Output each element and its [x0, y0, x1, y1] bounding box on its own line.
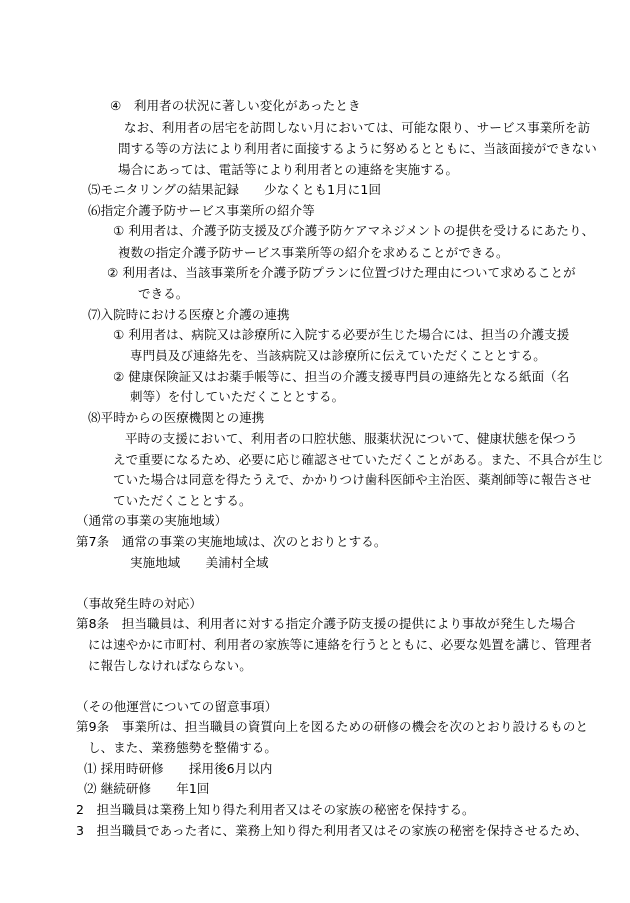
text-line: ⑹指定介護予防サービス事業所の紹介等: [88, 203, 315, 218]
text-line: ⑸モニタリングの結果記録 少なくとも1月に1回: [88, 182, 382, 197]
text-line: ⑻平時からの医療機関との連携: [88, 410, 265, 425]
text-line: 2 担当職員は業務上知り得た利用者又はその家族の秘密を保持する。: [76, 802, 475, 817]
text-line: 3 担当職員であった者に、業務上知り得た利用者又はその家族の秘密を保持させるため、: [76, 823, 588, 838]
text-line: に報告しなければならない。: [88, 658, 252, 673]
text-line: 場合にあっては、電話等により利用者との連絡を実施する。: [118, 162, 459, 177]
text-line: ⑵ 継続研修 年1回: [84, 781, 210, 796]
text-line: 問する等の方法により利用者に面接するように努めるとともに、当該面接ができない: [118, 141, 597, 156]
text-line: なお、利用者の居宅を訪問しない月においては、可能な限り、サービス事業所を訪: [124, 120, 591, 135]
text-line: 専門員及び連絡先を、当該病院又は診療所に伝えていただくこととする。: [130, 348, 546, 363]
text-line: 実施地域 美浦村全域: [130, 555, 269, 570]
text-line: 複数の指定介護予防サービス事業所等の紹介を求めることができる。: [118, 245, 509, 260]
text-line: できる。: [138, 286, 189, 301]
text-line: 刺等）を付していただくこととする。: [130, 389, 345, 404]
text-line: 第9条 事業所は、担当職員の資質向上を図るための研修の機会を次のとおり設けるものと: [76, 719, 589, 734]
text-line: し、また、業務態勢を整備する。: [88, 740, 278, 755]
text-line: ① 利用者は、病院又は診療所に入院する必要が生じた場合には、担当の介護支援: [113, 327, 570, 342]
section-heading: （通常の事業の実施地域）: [76, 513, 228, 528]
text-line: ⑺入院時における医療と介護の連携: [88, 307, 290, 322]
section-heading: （事故発生時の対応）: [76, 596, 203, 611]
section-heading: （その他運営についての留意事項）: [76, 699, 278, 714]
text-line: 第8条 担当職員は、利用者に対する指定介護予防支援の提供により事故が発生した場合: [76, 616, 576, 631]
text-line: 第7条 通常の事業の実施地域は、次のとおりとする。: [76, 534, 387, 549]
text-line: ⑴ 採用時研修 採用後6月以内: [84, 761, 273, 776]
text-line: 平時の支援において、利用者の口腔状態、服薬状況について、健康状態を保つう: [125, 431, 578, 446]
text-line: ていただくこととする。: [113, 493, 252, 508]
text-line: ② 利用者は、当該事業所を介護予防プランに位置づけた理由について求めることが: [107, 265, 576, 280]
text-line: ていた場合は同意を得たうえで、かかりつけ歯科医師や主治医、薬剤師等に報告させ: [113, 472, 592, 487]
text-line: ④ 利用者の状況に著しい変化があったとき: [110, 98, 361, 113]
text-line: には速やかに市町村、利用者の家族等に連絡を行うとともに、必要な処置を講じ、管理者: [88, 637, 593, 652]
text-line: ① 利用者は、介護予防支援及び介護予防ケアマネジメントの提供を受けるにあたり、: [113, 223, 595, 238]
text-line: えで重要になるため、必要に応じ確認させていただくことがある。また、不具合が生じ: [113, 452, 604, 467]
text-line: ② 健康保険証又はお薬手帳等に、担当の介護支援専門員の連絡先となる紙面（名: [113, 369, 570, 384]
